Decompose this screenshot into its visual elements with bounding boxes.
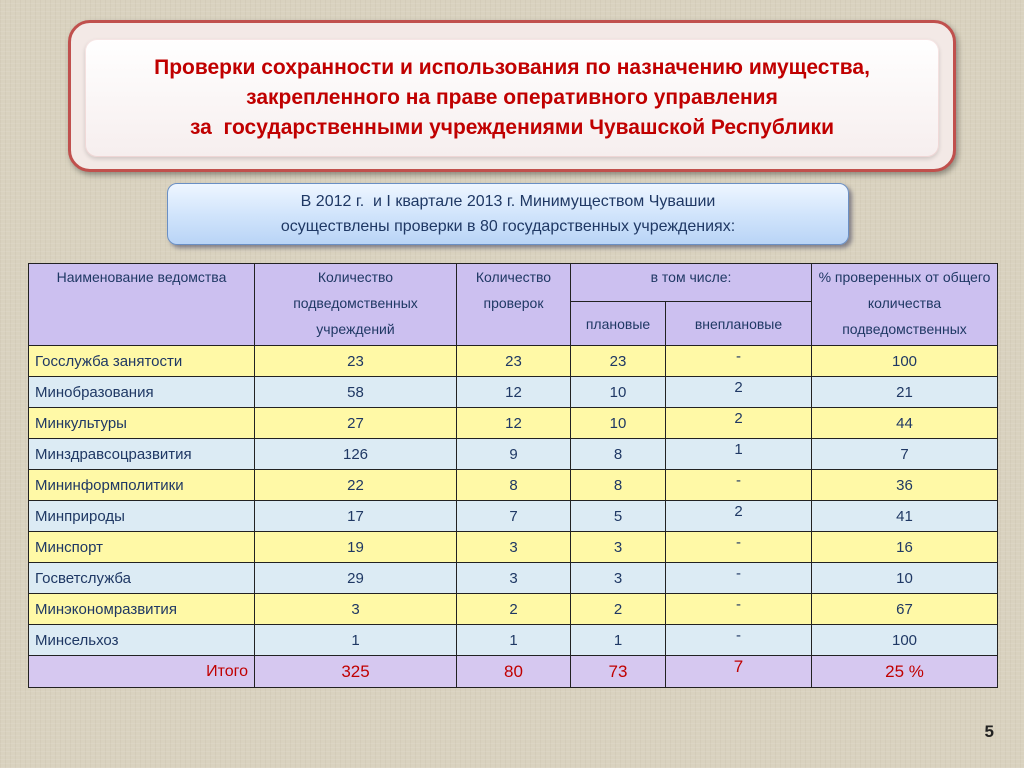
cell-checks: 12 [457, 408, 571, 439]
cell-subordinate: 27 [255, 408, 457, 439]
cell-percent: 16 [812, 532, 998, 563]
table-row [29, 439, 998, 470]
cell-unplanned: 2 [666, 501, 812, 532]
cell-subordinate: 58 [255, 377, 457, 408]
header-subordinate-count: Количество подведомственных учреждений [255, 264, 457, 346]
header-percent: % проверенных от общего количества подведомственных [812, 264, 998, 346]
cell-subordinate: 3 [255, 594, 457, 625]
cell-planned: 23 [571, 346, 666, 377]
cell-name: Минкультуры [29, 408, 255, 439]
cell-unplanned: 1 [666, 439, 812, 470]
table-row [29, 501, 998, 532]
subtitle-line-2: осуществлены проверки в 80 государственных учреждениях: [280, 218, 736, 235]
page-number: 5 [984, 722, 994, 741]
cell-subordinate: 22 [255, 470, 457, 501]
cell-name: Минприроды [29, 501, 255, 532]
cell-name: Госветслужба [29, 563, 255, 594]
cell-percent: 41 [812, 501, 998, 532]
title-panel [85, 39, 939, 157]
table-row [29, 408, 998, 439]
cell-unplanned: - [666, 594, 812, 625]
cell-name: Минспорт [29, 532, 255, 563]
cell-unplanned: 2 [666, 377, 812, 408]
cell-unplanned: - [666, 346, 812, 377]
table-row [29, 377, 998, 408]
cell-name: Минсельхоз [29, 625, 255, 656]
cell-planned: 3 [571, 532, 666, 563]
header-planned: плановые [571, 302, 666, 346]
table-row [29, 594, 998, 625]
cell-checks: 2 [457, 594, 571, 625]
title-line-1: Проверки сохранности и использования по назначению имущества, [154, 56, 870, 79]
inspections-table [28, 263, 998, 688]
cell-subordinate: 23 [255, 346, 457, 377]
cell-percent: 10 [812, 563, 998, 594]
cell-unplanned: - [666, 625, 812, 656]
cell-name: Минобразования [29, 377, 255, 408]
cell-checks: 3 [457, 563, 571, 594]
cell-subordinate: 17 [255, 501, 457, 532]
total-label: Итого [29, 656, 255, 688]
cell-unplanned: - [666, 563, 812, 594]
cell-planned: 10 [571, 408, 666, 439]
cell-planned: 10 [571, 377, 666, 408]
table-row [29, 470, 998, 501]
cell-unplanned: - [666, 470, 812, 501]
cell-name: Минэкономразвития [29, 594, 255, 625]
cell-checks: 7 [457, 501, 571, 532]
cell-planned: 2 [571, 594, 666, 625]
cell-percent: 36 [812, 470, 998, 501]
cell-planned: 8 [571, 470, 666, 501]
subtitle-box [167, 183, 849, 245]
cell-name: Мининформполитики [29, 470, 255, 501]
total-planned: 73 [571, 656, 666, 688]
cell-percent: 44 [812, 408, 998, 439]
cell-percent: 21 [812, 377, 998, 408]
header-name: Наименование ведомства [29, 264, 255, 346]
cell-name: Госслужба занятости [29, 346, 255, 377]
total-unplanned: 7 [666, 656, 812, 688]
cell-checks: 3 [457, 532, 571, 563]
header-unplanned: внеплановые [666, 302, 812, 346]
total-checks: 80 [457, 656, 571, 688]
total-subordinate: 325 [255, 656, 457, 688]
total-percent: 25 % [812, 656, 998, 688]
cell-unplanned: 2 [666, 408, 812, 439]
cell-checks: 23 [457, 346, 571, 377]
cell-unplanned: - [666, 532, 812, 563]
table-row [29, 563, 998, 594]
cell-subordinate: 19 [255, 532, 457, 563]
title-frame [68, 20, 956, 172]
table-row [29, 532, 998, 563]
cell-percent: 100 [812, 346, 998, 377]
cell-percent: 67 [812, 594, 998, 625]
cell-checks: 12 [457, 377, 571, 408]
table-row [29, 625, 998, 656]
title-line-3: за государственными учреждениями Чувашской Республики [190, 116, 834, 139]
cell-checks: 9 [457, 439, 571, 470]
cell-percent: 7 [812, 439, 998, 470]
header-including: в том числе: [571, 264, 812, 302]
cell-planned: 3 [571, 563, 666, 594]
cell-subordinate: 1 [255, 625, 457, 656]
cell-checks: 8 [457, 470, 571, 501]
cell-name: Минздравсоцразвития [29, 439, 255, 470]
subtitle-line-1: В 2012 г. и I квартале 2013 г. Минимуществом Чувашии [300, 193, 716, 210]
table-row [29, 346, 998, 377]
title-line-2: закрепленного на праве оперативного управления [246, 86, 778, 109]
cell-planned: 1 [571, 625, 666, 656]
total-row [29, 656, 998, 688]
cell-planned: 8 [571, 439, 666, 470]
cell-planned: 5 [571, 501, 666, 532]
cell-subordinate: 126 [255, 439, 457, 470]
header-checks-count: Количество проверок [457, 264, 571, 346]
cell-subordinate: 29 [255, 563, 457, 594]
cell-percent: 100 [812, 625, 998, 656]
cell-checks: 1 [457, 625, 571, 656]
